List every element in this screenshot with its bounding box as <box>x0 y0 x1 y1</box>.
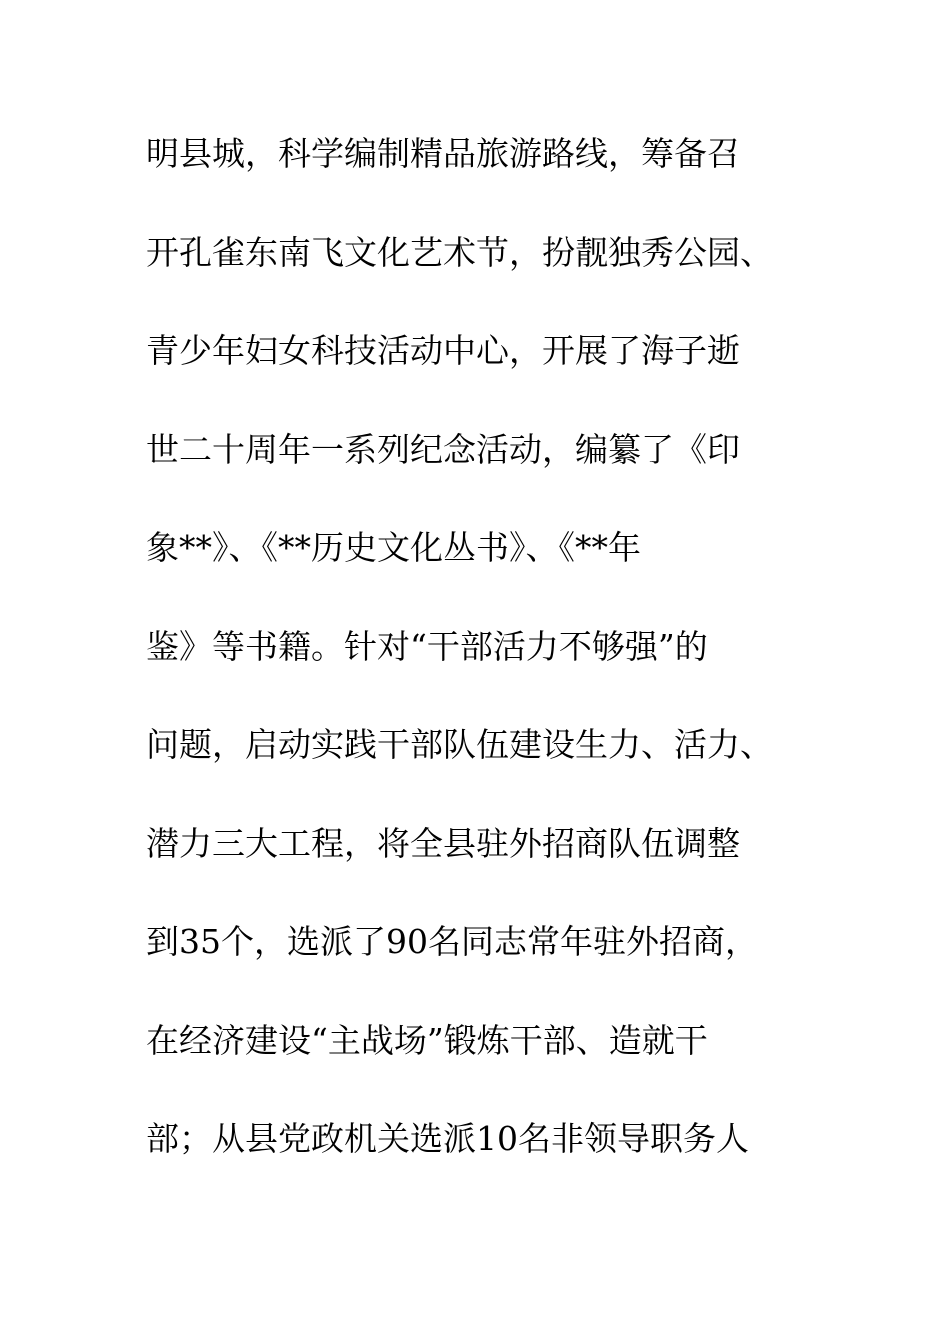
text-line: 在经济建设“主战场”锻炼干部、造就干 <box>146 1020 708 1060</box>
text-line: 明县城，科学编制精品旅游路线，筹备召 <box>146 134 740 173</box>
text-line: 象**》、《**历史文化丛书》、《**年 <box>146 528 641 567</box>
text-line: 鉴》等书籍。针对“干部活力不够强”的 <box>146 626 708 666</box>
text-line: 部；从县党政机关选派10名非领导职务人 <box>146 1119 749 1158</box>
text-line: 世二十周年一系列纪念活动，编纂了《印 <box>146 429 740 469</box>
text-line: 问题，启动实践干部队伍建设生力、活力、 <box>146 725 773 764</box>
text-line: 开孔雀东南飞文化艺术节，扮靓独秀公园、 <box>146 232 773 272</box>
text-line: 潜力三大工程，将全县驻外招商队伍调整 <box>146 823 740 863</box>
text-line: 到35个，选派了90名同志常年驻外招商， <box>146 922 758 961</box>
body-text <box>146 126 826 1210</box>
text-line: 青少年妇女科技活动中心，开展了海子逝 <box>146 331 740 370</box>
